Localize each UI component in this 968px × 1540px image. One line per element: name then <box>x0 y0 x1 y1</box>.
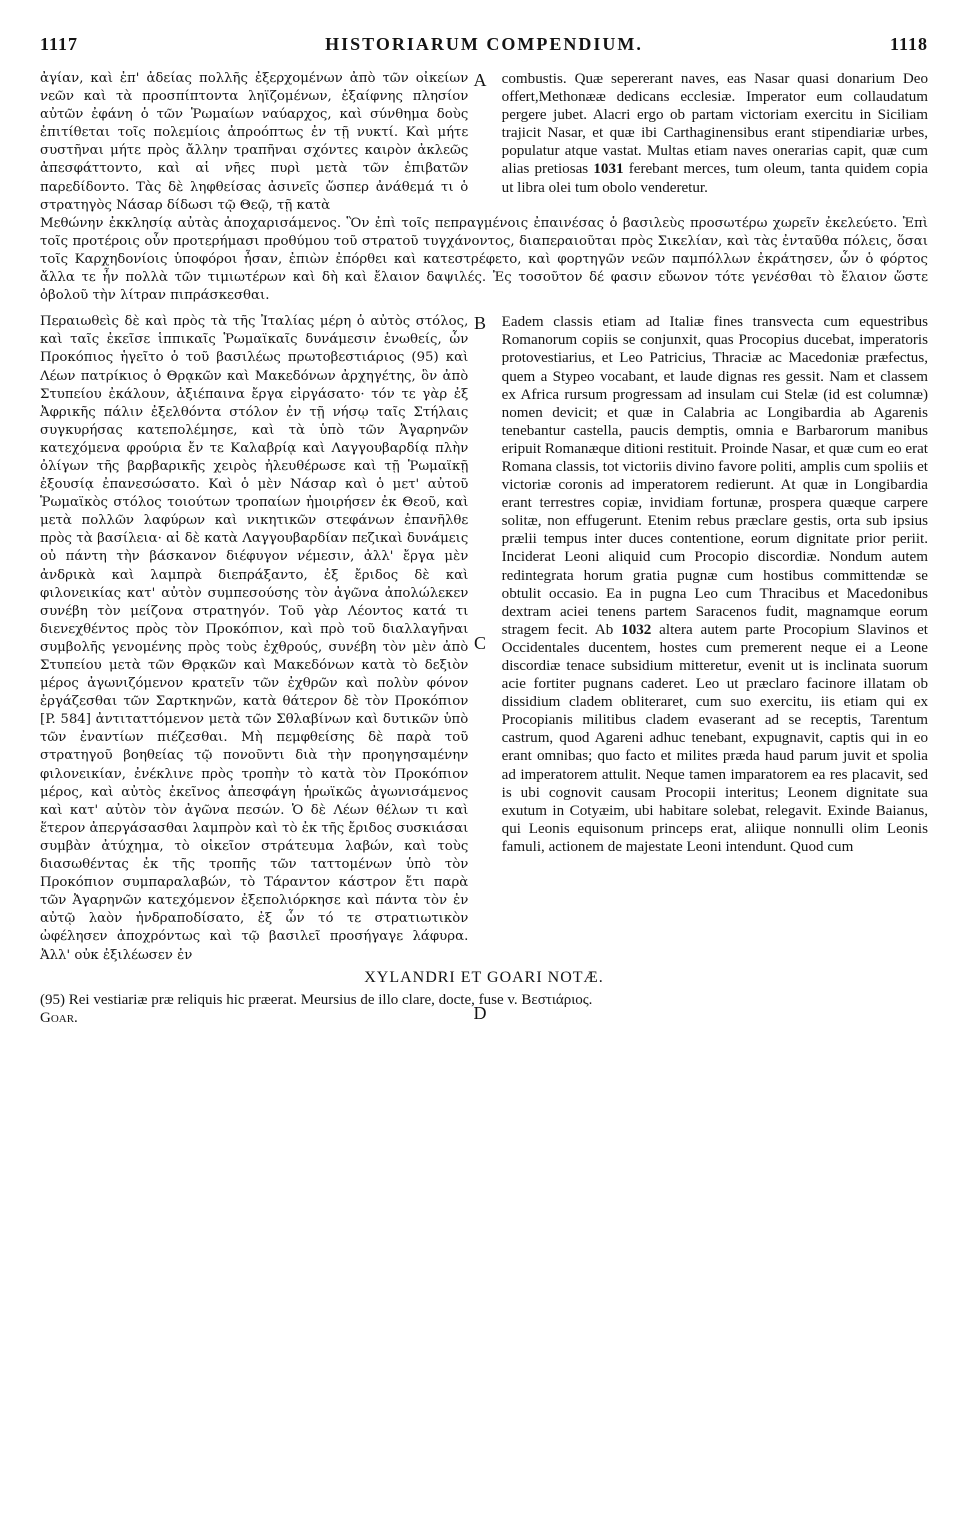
greek-text-a: ἀγίαν, καὶ ἐπ' ἀδείας πολλῆς ἐξερχομένων ἀπὸ τῶν οἰκείων νεῶν καὶ τὰ προσπίπτοντα ληϊζομένων, ἐξαίφνης πλησίον αὐτῶν ἐφάνη ὁ τῶν Ῥωμαίων ναύαρχος, καὶ σύνθημα δοὺς ἐπιτίθεται τοῖς πολεμίοις ἀπροόπτως ἐν τῇ νυκτί. Καὶ μήτε συστῆναι μήτε πρὸς ἄλλην τραπῆναι σχόντες καιρὸν ἀκλεῶς ἀπεσφάττοντο, καὶ αἱ νῆες πυρὶ μετὰ τῶν ἐπιβατῶν παρεδίδοντο. Τὰς δὲ ληφθείσας ἀσινεῖς ὥσπερ ἀνάθεμά τι ὁ στρατηγὸς Νάσαρ δίδωσι τῷ Θεῷ, τῇ κατὰ <box>40 71 469 213</box>
running-title: HISTORIARUM COMPENDIUM. <box>325 34 643 54</box>
latin-text-b <box>502 313 928 856</box>
latin-column-a <box>502 70 928 215</box>
marker-a-label: A <box>473 70 487 90</box>
latin-b-before: Eadem classis etiam ad Italiæ fines transvecta cum equestribus Romanorum copiis se conjunxit, quas Procopius ducebat, imperatoris protovestiarius, et Leo Patricius, Thraciæ ac Macedoniæ præfectus, quem a Stypeo vocabant, et laude dignas res gessit. Nam et classem ex Africa rursum progressam ad insulam cui Stelæ (id est columnæ) nomen devicit; et quæ in Calabria ac Longibardia ab Agarenis tenebantur castella, paucis demptis, omnia e Barbarorum manibus eripuit Romanæque ditioni restituit. Proinde Nasar, et quæ cum eo erat Romana classis, tot victoriis divino favore politi, amplis cum spoliis et victoriæ coronis ad imperatorem redierunt. At quæ in Longibardia erant terrestres copiæ, invidiam fortunæ, prospera quæque carpere solitæ, non effugerunt. Etenim rebus præclare gestis, orta sub ipsius prælii tempus inter duces contentione, eorum dignitate prior periit. Inciderat Leoni aliquid cum Procopio discordiæ. Nondum autem redintegrata horum gratia pugnæ cum hostibus committendæ se obtulit occasio. Ea in pugna Leo cum Thracibus et Macedonibus dextram aciei tenens partem Saracenos fudit, magnamque eorum stragem fecit. Ab <box>501 314 928 638</box>
column-number-1031: 1031 <box>593 161 624 178</box>
right-page-number: 1118 <box>889 34 928 54</box>
latin-a-before: combustis. Quæ sepererant naves, eas Nasar quasi donarium Deo offert,Methonææ dedicans ecclesiæ. Imperator eum collaudatum pergere jubet. Alacri ergo ob partam victoriam exercitu in Siciliam trajicit Nasar, et quæ ibi Carthaginensibus erant stipendiariæ urbes, populatur atque vastat. Multas etiam naves onerarias capit, quæ cum alias pretiosas <box>501 71 928 178</box>
latin-column-b <box>502 313 928 964</box>
footnote-text: (95) Rei vestiariæ præ reliquis hic præerat. Meursius de illo clare, docte, fuse v. Βεστιάριος. <box>40 991 593 1008</box>
column-number-1032: 1032 <box>621 621 652 638</box>
margin-markers-bcd <box>468 313 491 1024</box>
greek-column-a <box>40 70 468 215</box>
greek-column-b <box>40 313 468 964</box>
footnote-signature: Goar. <box>40 1009 78 1026</box>
marker-c-label: C <box>473 633 486 654</box>
running-head <box>40 34 928 64</box>
latin-a-after: ferebant merces, tum oleum, tanta quidem copia ut libra olei tum obolo venderetur. <box>501 161 928 196</box>
section-a <box>40 70 928 215</box>
greek-text-b: Περαιωθεὶς δὲ καὶ πρὸς τὰ τῆς Ἰταλίας μέρη ὁ αὐτὸς στόλος, καὶ ταῖς ἐκεῖσε ἱππικαῖς Ῥωμαϊκαῖς δυνάμεσιν ἑνωθείς, ὧν Προκόπιος ἡγεῖτο ὁ τοῦ βασιλέως πρωτοβεστιάριος (95) καὶ Λέων πατρίκιος ὁ Θρᾳκῶν καὶ Μακεδόνων ἀρχηγέτης, ὃν ἀπὸ Στυπείου ἐκάλουν, ἀξιέπαινα ἔργα εἰργάσατο· τόν τε γὰρ ἐξ Ἀφρικῆς πάλιν ἐξελθόντα στόλον ἐν τῇ νήσῳ ταῖς Στήλαις συγκυρήσας κατεπολέμησε, καὶ τὰ ὑπὸ τῶν Ἀγαρηνῶν κατεχόμενα φρούρια ἔν τε Καλαβρίᾳ καὶ Λαγγουβαρδίᾳ πλὴν ὀλίγων τῆς βαρβαρικῆς χειρὸς ἠλευθέρωσε καὶ τῇ Ῥωμαϊκῇ ἐξουσίᾳ ἐπανεσώσατο. Καὶ ὁ μὲν Νάσαρ καὶ ὁ μετ' αὐτοῦ Ῥωμαϊκὸς στόλος τοιούτων τροπαίων ἠμοιρήσεν ἐκ Θεοῦ, καὶ μετὰ πολλῶν λαφύρων καὶ νικητικῶν στεφάνων ἐπανῆλθε πρὸς τὰ βασίλεια· αἱ δὲ κατὰ Λαγγουβαρδίαν πεζικαὶ δυνάμεις οὐ πάντη τὴν βάσκανον διέφυγον νέμεσιν, ἀλλ' ἔργα μὲν ἀνδρικὰ καὶ λαμπρὰ διεπράξαντο, ἐξ ἔριδος δὲ καὶ φιλονεικίας κατ' αὐτὸν συμπεσούσης τὸν ἀγῶνα ἀπολώλεκεν συνέβη τὸν μείζονα στρατηγόν. Τοῦ γὰρ Λέοντος κατά τι διενεχθέντος πρὸς τὸν Προκόπιον, καὶ πρὸ τοῦ διαλλαγῆναι συμβολῆς γενομένης πρὸς τοὺς ἐχθρούς, συνέβη τὸν μὲν ἀπὸ Στυπείου μετὰ τῶν Θρᾳκῶν καὶ Μακεδόνων κατὰ τὸ δεξιὸν μέρος ἀγωνιζόμενον κρατεῖν τῶν ἐχθρῶν καὶ πολὺν φόνον ἐργάζεσθαι τῶν Σαρτκηνῶν, κατὰ θάτερον δὲ τὸν Προκόπιον [P. 584] ἀντιταττόμενον μετὰ τῶν Σθλαβίνων καὶ δυτικῶν ὑπὸ τῶν ἐναντίων πιέζεσθαι. Μὴ πεμφθείσης δὲ παρὰ τοῦ στρατηγοῦ βοηθείας τῷ πονοῦντι διὰ τὴν προηγησαμένην φιλονεικίαν, ἐνέκλινε πρὸς τροπὴν τὸ κατὰ τὸν Προκόπιον μέρος, καὶ αὐτὸς ἐκεῖνος ἀπεσφάγη ἡρωϊκῶς ἀγωνισάμενος καὶ κατ' αὐτὸν τὸν ἀγῶνα πεσών. Ὁ δὲ Λέων θέλων τι καὶ ἕτερον ἀπεργάσασθαι λαμπρὸν καὶ τὸ ἐκ τῆς ἔριδος συσκιάσαι συμβὰν ἀτύχημα, τὸ οἰκεῖον στράτευμα λαβών, καὶ τοὺς διασωθέντας ἐκ τῆς τροπῆς τῶν ταττομένων ὑπὸ τὸν Προκόπιον συμπαραλαβών, τὸ Τάραντον κάστρον ἔτι παρὰ τῶν Ἀγαρηνῶν κατεχόμενον ἐξεπολιόρκησε καὶ πάντα τὸν ἐν αὐτῷ λαὸν ἠνδραποδίσατο, ἐξ ὧν τό τε στρατιωτικὸν ὠφέλησεν ἀποχρόντως καὶ τῷ βασιλεῖ προσήγαγε λάφυρα. Ἀλλ' οὐκ ἐξιλέωσεν ἐν <box>40 314 469 963</box>
margin-marker-a <box>468 70 491 215</box>
full-width-greek <box>40 215 928 305</box>
latin-b-after: altera autem parte Procopium Slavinos et Occidentales ducentem, hostes cum premerent neque ei a Leone discordiæ tenace subsidium mitteretur, evenit ut is inclinata suorum acie fortiter pugnans caderet. Leo ut præclaro facinore illatam ob dissidium cladem obliteraret, cum suo exercitu, iis etiam qui ex Procopianis militibus cladem evaserant ad se receptis, Tarentum castrum, quod Agareni adhuc tenebant, expugnavit, captis qui in eo erant omnibas; quo facto et milites præda haud parum juvit et spolia ad imperatorem attulit. Neque tamen imparatorem ea res placavit, sed is ubi cognovit causam Procopii interitus; Leonem dignitate sua exutum in Cotyæim, ubi habitare solebat, relegavit. Exinde Baianus, qui Leonis equisonum princeps erat, aliique nonnulli olim Leonis famuli, actionem de majestate Leoni intendunt. Quod cum <box>501 621 929 855</box>
marker-d-label: D <box>473 1003 487 1024</box>
latin-text-a <box>502 70 928 197</box>
notes-heading: XYLANDRI ET GOARI NOTÆ. <box>364 968 604 986</box>
left-page-number: 1117 <box>40 34 79 54</box>
full-width-greek-text: Μεθώνην ἐκκλησίᾳ αὐτὰς ἀποχαρισάμενος. Ὃν ἐπὶ τοῖς πεπραγμένοις ἐπαινέσας ὁ βασιλεὺς προσωτέρω χωρεῖν ἐκελεύετο. Ἐπὶ τοῖς προτέροις οὖν προτερήμασι προθύμου τοῦ στρατοῦ τυγχάνοντος, διαπεραιοῦται πρὸς Σικελίαν, καὶ τὰς ἐνταῦθα πόλεις, ὅσαι τοῖς Καρχηδονίοις ὑποφόροι ἦσαν, ἐπιὼν ἐπόρθει καὶ κατεστρέφετο, καὶ φορτηγῶν νεῶν παμπόλλων ἐκράτησεν, ὧν ὁ φόρτος ἄλλα τε ἦν πολλὰ τῶν τιμιωτέρων καὶ δὴ καὶ ἔλαιον δαψιλές. Ἐς τοσοῦτον δέ φασιν εὔωνον τότε γενέσθαι τὸ ἔλαιον ὥστε ὀβολοῦ τὴν λίτραν πιπράσκεσθαι. <box>40 215 928 304</box>
marker-b-label: B <box>473 313 486 334</box>
